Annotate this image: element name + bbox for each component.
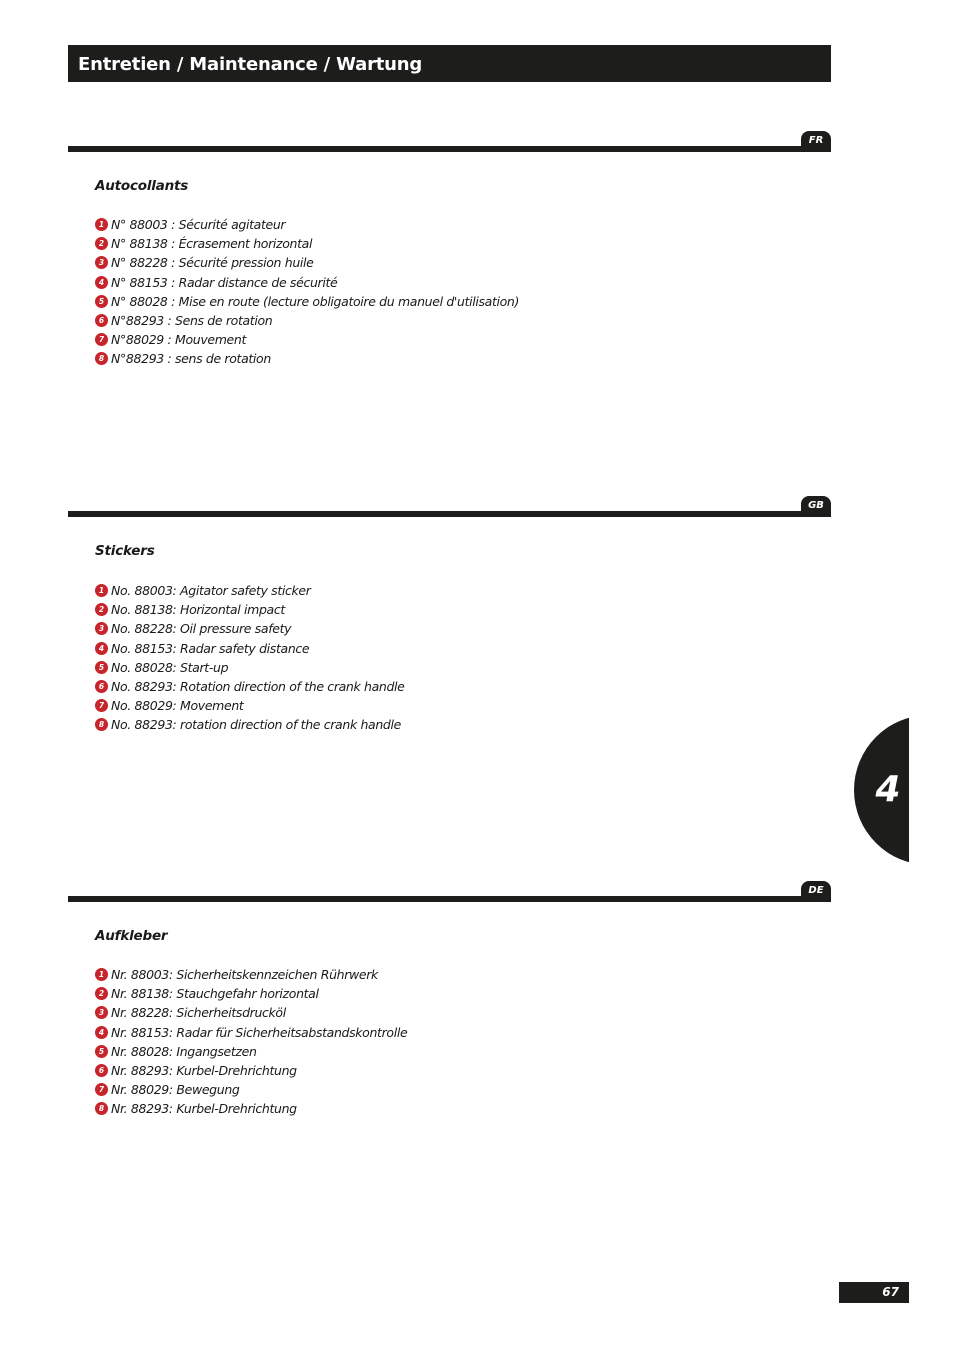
item-text: Nr. 88293: Kurbel-Drehrichtung [111,1063,297,1079]
sticker-list [95,581,405,735]
page-header-bar [68,45,831,82]
list-item [95,273,519,292]
item-text: Nr. 88028: Ingangsetzen [111,1043,257,1059]
list-item [95,253,519,272]
language-tab-de: DE [801,881,831,900]
number-badge: 4 [95,276,108,289]
number-badge: 7 [95,333,108,346]
section-title: Stickers [95,543,155,559]
section-de [68,881,831,1141]
language-tab-fr: FR [801,131,831,150]
language-tab-gb: GB [801,496,831,515]
list-item [95,1003,407,1022]
list-item [95,658,405,677]
list-item [95,581,405,600]
section-rule [68,146,831,152]
item-text: Nr. 88153: Radar für Sicherheitsabstandskontrolle [111,1024,408,1040]
list-item [95,215,519,234]
item-text: No. 88153: Radar safety distance [111,640,310,656]
list-item [95,619,405,638]
number-badge: 8 [95,718,108,731]
section-title: Aufkleber [95,928,168,944]
number-badge: 5 [95,1045,108,1058]
list-item [95,311,519,330]
item-text: No. 88028: Start-up [111,659,229,675]
number-badge: 1 [95,218,108,231]
item-text: N°88029 : Mouvement [111,332,247,348]
section-rule [68,896,831,902]
section-gb [68,496,831,756]
list-item [95,1061,407,1080]
list-item [95,696,405,715]
item-text: N° 88153 : Radar distance de sécurité [111,274,338,290]
item-text: No. 88293: Rotation direction of the crank handle [111,679,405,695]
item-text: Nr. 88293: Kurbel-Drehrichtung [111,1101,297,1117]
item-text: No. 88029: Movement [111,698,244,714]
item-text: Nr. 88003: Sicherheitskennzeichen Rührwerk [111,967,378,983]
list-item [95,1042,407,1061]
page-title: Entretien / Maintenance / Wartung [78,53,423,75]
number-badge: 6 [95,1064,108,1077]
number-badge: 3 [95,1006,108,1019]
item-text: No. 88228: Oil pressure safety [111,621,292,637]
list-item [95,292,519,311]
number-badge: 2 [95,987,108,1000]
item-text: Nr. 88138: Stauchgefahr horizontal [111,986,319,1002]
item-text: No. 88293: rotation direction of the crank handle [111,717,401,733]
chapter-number: 4 [875,769,901,810]
list-item [95,1023,407,1042]
list-item [95,330,519,349]
number-badge: 1 [95,968,108,981]
number-badge: 5 [95,295,108,308]
sticker-list [95,215,519,369]
list-item [95,600,405,619]
section-fr [68,131,831,391]
list-item [95,1080,407,1099]
list-item [95,715,405,734]
number-badge: 6 [95,314,108,327]
number-badge: 5 [95,661,108,674]
item-text: Nr. 88029: Bewegung [111,1082,240,1098]
number-badge: 3 [95,256,108,269]
number-badge: 6 [95,680,108,693]
number-badge: 3 [95,622,108,635]
sticker-list [95,965,407,1119]
item-text: N°88293 : sens de rotation [111,351,271,367]
item-text: No. 88138: Horizontal impact [111,602,285,618]
item-text: N° 88138 : Écrasement horizontal [111,236,313,252]
item-text: N° 88003 : Sécurité agitateur [111,217,286,233]
item-text: N°88293 : Sens de rotation [111,313,273,329]
item-text: No. 88003: Agitator safety sticker [111,583,311,599]
section-title: Autocollants [95,178,189,194]
number-badge: 1 [95,584,108,597]
number-badge: 2 [95,237,108,250]
list-item [95,984,407,1003]
number-badge: 2 [95,603,108,616]
number-badge: 7 [95,699,108,712]
page-number: 67 [839,1282,909,1303]
number-badge: 8 [95,352,108,365]
number-badge: 4 [95,642,108,655]
section-rule [68,511,831,517]
item-text: N° 88228 : Sécurité pression huile [111,255,314,271]
list-item [95,1099,407,1118]
number-badge: 4 [95,1026,108,1039]
list-item [95,965,407,984]
number-badge: 8 [95,1102,108,1115]
item-text: N° 88028 : Mise en route (lecture obligatoire du manuel d'utilisation) [111,293,520,309]
list-item [95,677,405,696]
list-item [95,349,519,368]
item-text: Nr. 88228: Sicherheitsdrucköl [111,1005,286,1021]
list-item [95,639,405,658]
number-badge: 7 [95,1083,108,1096]
list-item [95,234,519,253]
chapter-tab-edge [909,700,954,880]
